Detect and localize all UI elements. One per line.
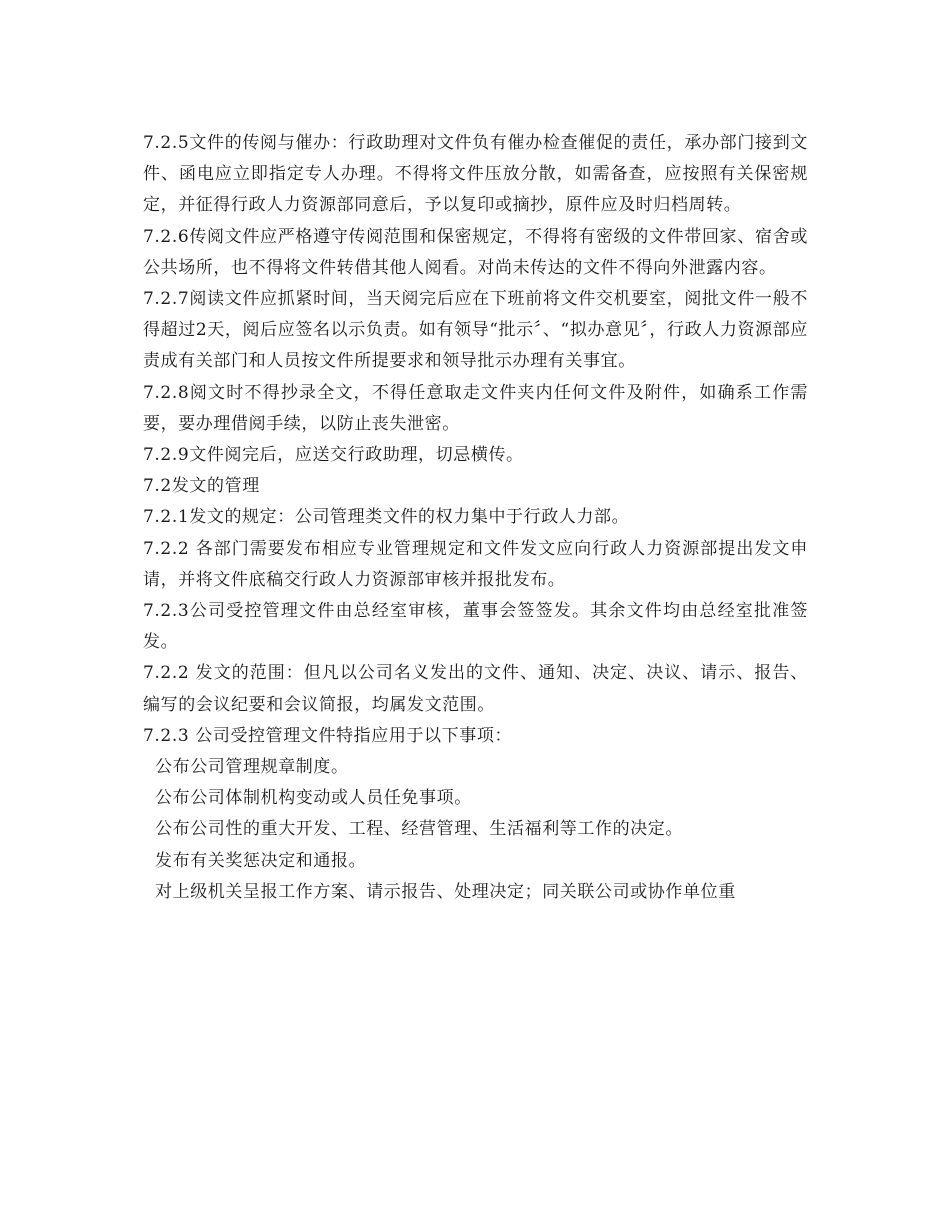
- paragraph-7-2-3-b: 7.2.3 公司受控管理文件特指应用于以下事项：: [143, 725, 513, 746]
- document-body: [143, 128, 808, 908]
- paragraph-7-2-2-b: 7.2.2 发文的范围：但凡以公司名义发出的文件、通知、决定、决议、请示、报告、编写的会议纪要和会议简报，均属发文范围。: [143, 663, 808, 715]
- paragraph-7-2-1: 7.2.1发文的规定：公司管理类文件的权力集中于行政人力部。: [143, 507, 630, 528]
- paragraph-7-2-9: 7.2.9文件阅完后，应送交行政助理，切忌横传。: [143, 445, 524, 466]
- paragraph-7-2-8: 7.2.8阅文时不得抄录全文，不得任意取走文件夹内任何文件及附件，如确系工作需要，要办理借阅手续，以防止丧失泄密。: [143, 382, 808, 434]
- list-item: 公布公司性的重大开发、工程、经营管理、生活福利等工作的决定。: [155, 819, 683, 840]
- paragraph-7-2-5: 7.2.5文件的传阅与催办：行政助理对文件负有催办检查催促的责任，承办部门接到文件、函电应立即指定专人办理。不得将文件压放分散，如需备查，应按照有关保密规定，并征得行政人力资源部同意后，予以复印或摘抄，原件应及时归档周转。: [143, 133, 808, 216]
- list-item: 公布公司体制机构变动或人员任免事项。: [155, 788, 472, 809]
- section-heading-outgoing-documents: 7.2发文的管理: [143, 476, 260, 497]
- paragraph-7-2-6: 7.2.6传阅文件应严格遵守传阅范围和保密规定，不得将有密级的文件带回家、宿舍或公共场所，也不得将文件转借其他人阅看。对尚未传达的文件不得向外泄露内容。: [143, 226, 808, 278]
- paragraph-7-2-2-a: 7.2.2 各部门需要发布相应专业管理规定和文件发文应向行政人力资源部提出发文申请，并将文件底稿交行政人力资源部审核并报批发布。: [143, 538, 808, 590]
- list-item: 对上级机关呈报工作方案、请示报告、处理决定；同关联公司或协作单位重: [155, 881, 736, 902]
- paragraph-7-2-3-a: 7.2.3公司受控管理文件由总经室审核，董事会签签发。其余文件均由总经室批准签发。: [143, 601, 808, 653]
- paragraph-7-2-7: 7.2.7阅读文件应抓紧时间，当天阅完后应在下班前将文件交机要室，阅批文件一般不得超过2天，阅后应签名以示负责。如有领导“批示〞、“拟办意见〞，行政人力资源部应责成有关部门和人员按文件所提要求和领导批示办理有关事宜。: [143, 289, 808, 372]
- list-item: 公布公司管理规章制度。: [155, 757, 349, 778]
- list-item: 发布有关奖惩决定和通报。: [155, 850, 367, 871]
